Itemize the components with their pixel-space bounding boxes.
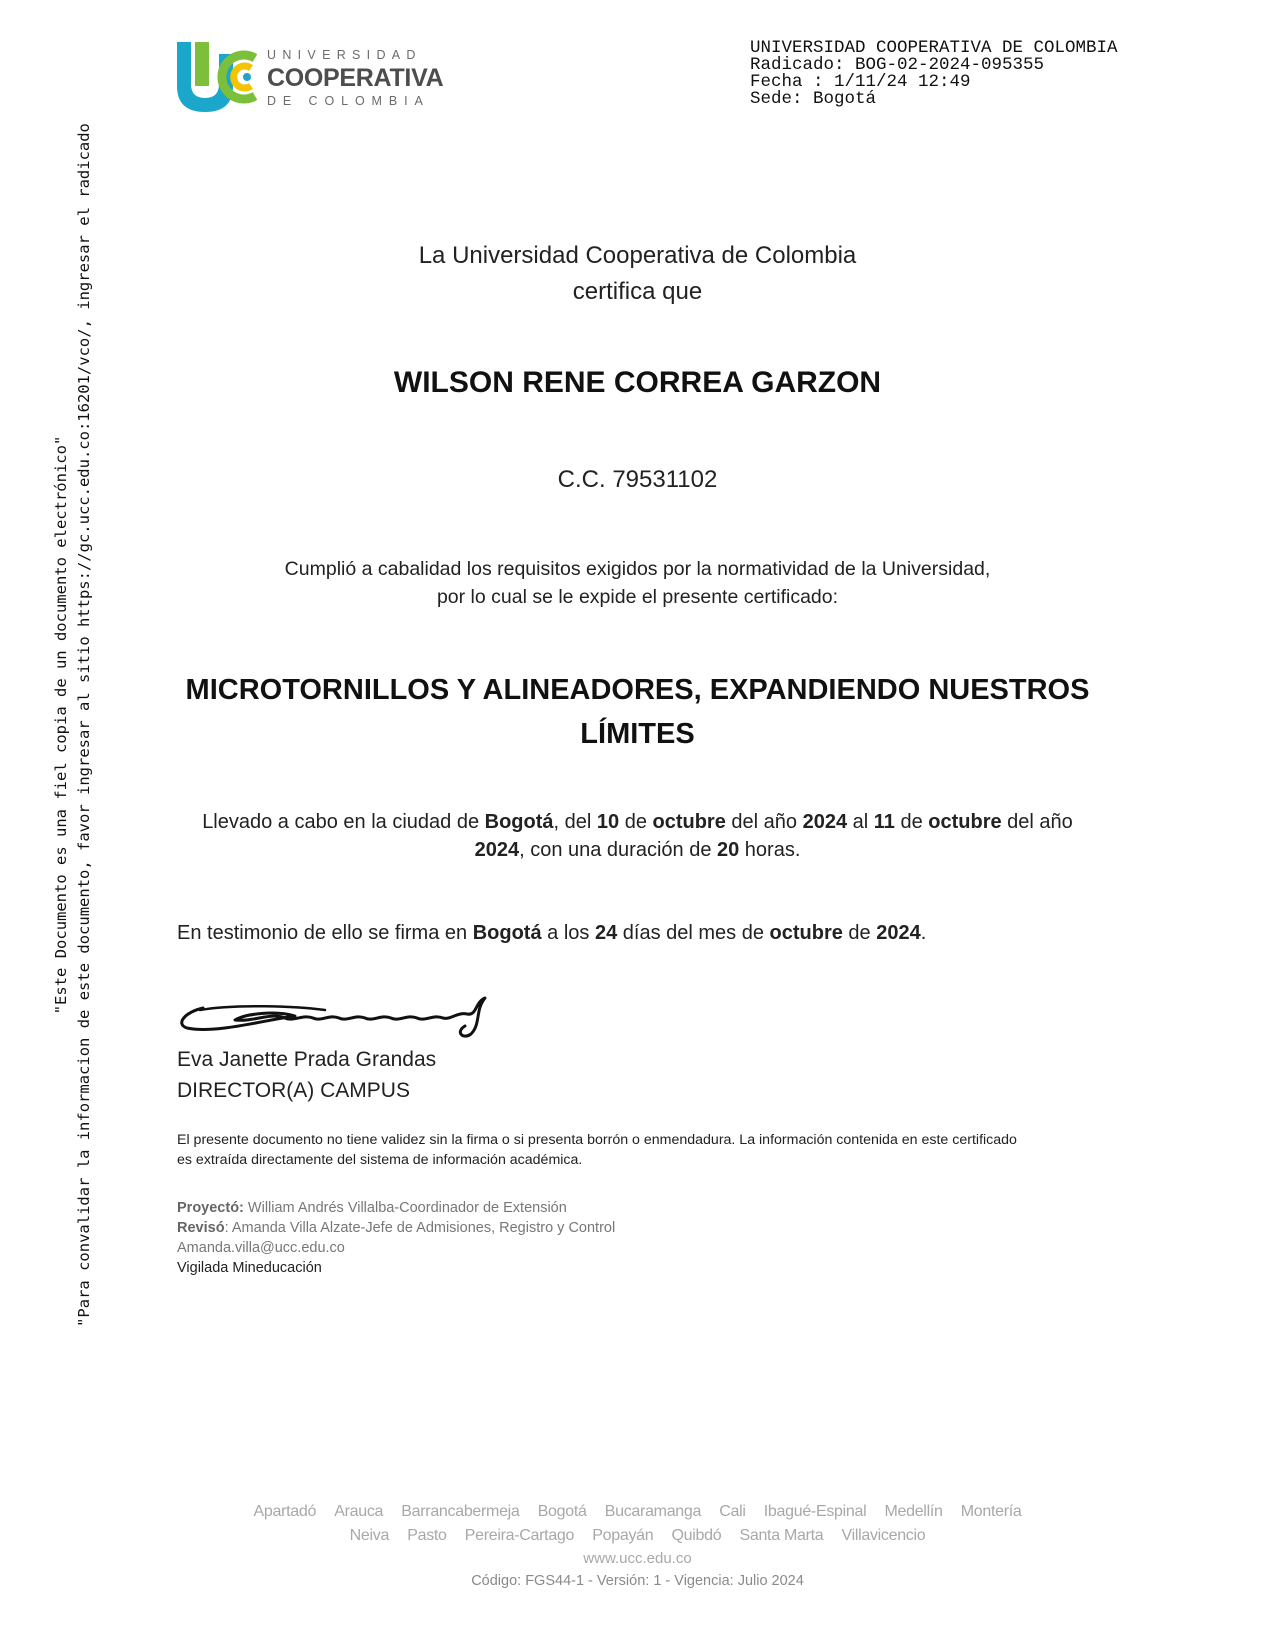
disclaimer-line-1: El presente documento no tiene validez sin la firma o si presenta borrón o enmendadura. La información contenida en este certificado (177, 1132, 1017, 1148)
city-item: Montería (960, 1503, 1022, 1520)
footer-cities (0, 1500, 1275, 1548)
intro-line-2: certifica que (572, 278, 703, 305)
event-text: Llevado a cabo en la ciudad de (202, 811, 485, 833)
testimony-month: octubre (769, 922, 843, 944)
city-item: Arauca (334, 1503, 384, 1520)
handwritten-signature (175, 980, 515, 1048)
city-item: Neiva (349, 1527, 390, 1544)
stamp-fecha: Fecha : 1/11/24 12:49 (750, 72, 971, 92)
city-item: Cali (719, 1503, 746, 1520)
city-item: Ibagué-Espinal (763, 1503, 867, 1520)
projected-value: William Andrés Villalba-Coordinador de Extensión (243, 1200, 567, 1216)
projected-label: Proyectó: (177, 1200, 244, 1216)
logo-line-de-colombia: DE COLOMBIA (267, 94, 430, 108)
reviewed-label: Revisó (177, 1220, 225, 1236)
signer-name: Eva Janette Prada Grandas (177, 1048, 437, 1071)
reviewed-value: : Amanda Villa Alzate-Jefe de Admisiones, Registro y Control (224, 1220, 616, 1236)
event-text: de (619, 811, 653, 833)
event-details (160, 808, 1115, 864)
intro-line-1: La Universidad Cooperativa de Colombia (418, 242, 857, 269)
city-item: Apartadó (253, 1503, 317, 1520)
event-text: del año (725, 811, 803, 833)
footer-website: www.ucc.edu.co (583, 1550, 692, 1567)
course-title-line-2: LÍMITES (580, 718, 695, 750)
event-end-month: octubre (928, 811, 1002, 833)
footer-document-code: Código: FGS44-1 - Versión: 1 - Vigencia: Julio 2024 (471, 1573, 804, 1589)
event-text: horas. (739, 839, 801, 861)
city-item: Popayán (592, 1527, 654, 1544)
course-title (160, 668, 1115, 756)
city-item: Bogotá (537, 1503, 587, 1520)
testimony-day: 24 (594, 922, 618, 944)
cities-row-2 (0, 1524, 1275, 1548)
event-line-1 (160, 808, 1115, 836)
disclaimer-line-2: es extraída directamente del sistema de información académica. (177, 1152, 583, 1168)
stamp-radicado: Radicado: BOG-02-2024-095355 (750, 55, 1045, 75)
credit-email: Amanda.villa@ucc.edu.co (177, 1240, 345, 1256)
credit-reviewed (177, 1218, 615, 1238)
requirements-statement (0, 555, 1275, 611)
event-text: de (894, 811, 929, 833)
signer-role: DIRECTOR(A) CAMPUS (177, 1079, 410, 1102)
testimony-text: En testimonio de ello se firma en (177, 922, 473, 944)
event-text: al (847, 811, 874, 833)
event-line-2 (160, 836, 1115, 864)
city-item: Barrancabermeja (401, 1503, 520, 1520)
side-note-line-2: "Para convalidar la informacion de este documento, favor ingresar al sitio https://gc.ucc.edu.co:16201/vco/, ingresar el radicado (75, 123, 93, 1327)
city-item: Medellín (884, 1503, 943, 1520)
requirements-line-2: por lo cual se le expide el presente certificado: (436, 586, 839, 608)
logo-line-cooperativa: COOPERATIVA (267, 64, 444, 92)
testimony-text: de (842, 922, 877, 944)
cities-row-1 (0, 1500, 1275, 1524)
document-credits (177, 1198, 615, 1278)
testimony-city: Bogotá (472, 922, 542, 944)
filing-stamp (750, 40, 1118, 108)
city-item: Pereira-Cartago (464, 1527, 575, 1544)
event-text: , del (553, 811, 597, 833)
logo-wordmark (267, 48, 443, 108)
vigilada-mineducacion: Vigilada Mineducación (177, 1260, 322, 1276)
event-start-day: 10 (596, 811, 620, 833)
stamp-institution: UNIVERSIDAD COOPERATIVA DE COLOMBIA (750, 38, 1118, 58)
city-item: Bucaramanga (604, 1503, 702, 1520)
event-text: , con una duración de (519, 839, 717, 861)
event-city: Bogotá (484, 811, 554, 833)
city-item: Pasto (407, 1527, 447, 1544)
testimony-text: a los (541, 922, 595, 944)
requirements-line-1: Cumplió a cabalidad los requisitos exigidos por la normatividad de la Universidad, (284, 558, 991, 580)
testimony-year: 2024 (876, 922, 921, 944)
credit-projected (177, 1198, 615, 1218)
testimony-statement (177, 922, 926, 945)
event-end-year: 2024 (474, 839, 520, 861)
logo-line-universidad: UNIVERSIDAD (267, 48, 422, 62)
city-item: Quibdó (671, 1527, 722, 1544)
signer-block (177, 1044, 436, 1106)
city-item: Santa Marta (739, 1527, 824, 1544)
testimony-text: días del mes de (617, 922, 770, 944)
university-logo (175, 40, 445, 122)
event-hours: 20 (717, 839, 740, 861)
side-note-line-1: "Este Documento es una fiel copia de un documento electrónico" (52, 435, 70, 1015)
ucc-logo-icon (175, 40, 261, 114)
testimony-text: . (920, 922, 927, 944)
certificate-intro (0, 238, 1275, 310)
stamp-sede: Sede: Bogotá (750, 89, 877, 109)
event-end-day: 11 (873, 811, 895, 833)
recipient-id: C.C. 79531102 (557, 466, 718, 493)
course-title-line-1: MICROTORNILLOS Y ALINEADORES, EXPANDIENDO NUESTROS (185, 674, 1090, 706)
validity-disclaimer (177, 1130, 1107, 1170)
event-text: del año (1001, 811, 1073, 833)
recipient-name: WILSON RENE CORREA GARZON (393, 366, 882, 399)
event-start-month: octubre (652, 811, 726, 833)
event-start-year: 2024 (802, 811, 848, 833)
city-item: Villavicencio (841, 1527, 926, 1544)
